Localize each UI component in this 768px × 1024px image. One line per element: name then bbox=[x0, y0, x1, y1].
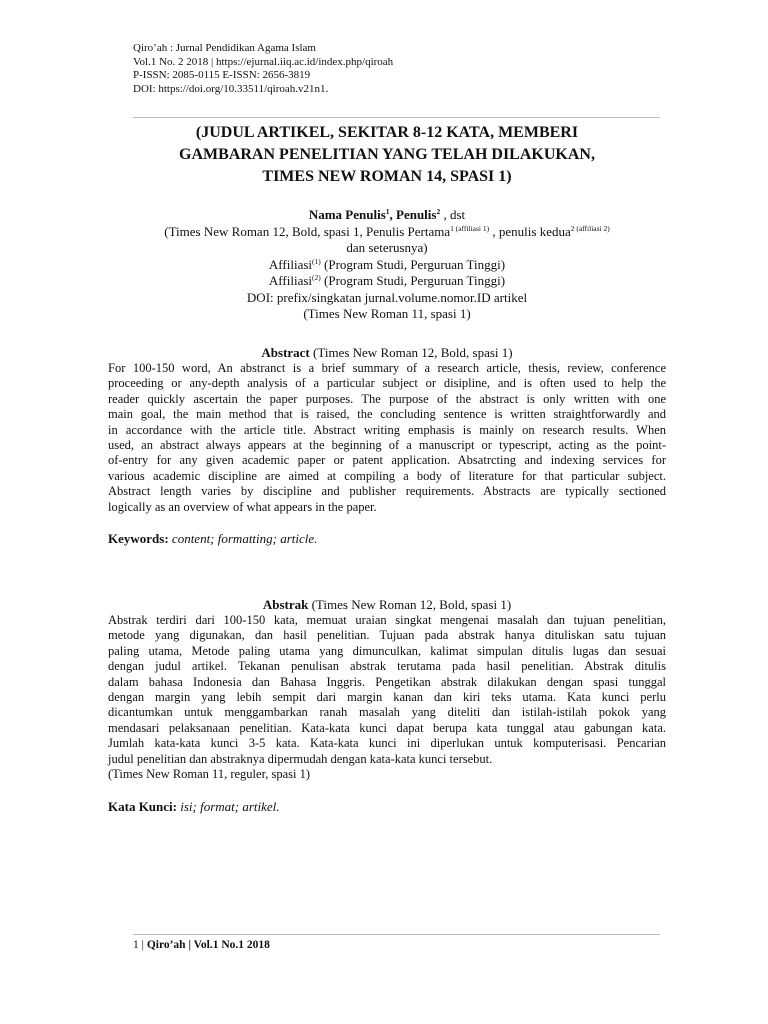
abstract-line: used, an abstract always appears at the beginning of a manuscript or typescript, acting as the point- bbox=[108, 438, 666, 453]
abstrak-line: dicantumkan untuk menggambarkan ranah masalah yang diteliti dan istilah-istilah pokok yang bbox=[108, 705, 666, 720]
kata-kunci-label: Kata Kunci: bbox=[108, 799, 177, 814]
format-note-text: , penulis kedua bbox=[489, 223, 571, 239]
abstract-body bbox=[108, 361, 666, 515]
abstract-line: main goal, the main method that is raised, the concluding sentence is written straightforwardly and bbox=[108, 407, 666, 422]
abstract-heading-bold: Abstract bbox=[261, 345, 310, 360]
author-format-continuation: dan seterusnya) bbox=[346, 240, 428, 255]
author-format-note bbox=[108, 224, 666, 241]
title-line: TIMES NEW ROMAN 14, SPASI 1) bbox=[262, 168, 512, 185]
abstrak-line: dalam bahasa Indonesia dan Bahasa Inggris. Pengetikan abstrak dilakukan dengan spasi tunggal bbox=[108, 674, 666, 689]
affiliation-label: Affiliasi bbox=[268, 256, 313, 272]
journal-volume-url: Vol.1 No. 2 2018 | https://ejurnal.iiq.ac.id/index.php/qiroah bbox=[133, 55, 394, 68]
abstract-heading bbox=[108, 345, 666, 361]
title-line: GAMBARAN PENELITIAN YANG TELAH DILAKUKAN, bbox=[179, 146, 595, 163]
kata-kunci-value: isi; format; artikel. bbox=[176, 799, 280, 814]
affiliation-1 bbox=[108, 257, 666, 274]
abstrak-line: dengan margin yang lebih sempit dari margin kanan dan kiri teks utama. Kata kunci perlu bbox=[108, 690, 666, 705]
article-title bbox=[108, 122, 666, 188]
keywords bbox=[108, 531, 666, 547]
abstrak-line: judul penelitian dan abstraknya dipermudah dengan kata-kata kunci tersebut. bbox=[108, 751, 493, 766]
author-name-1: Nama Penulis bbox=[308, 207, 386, 222]
abstrak-line: Jumlah kata-kata kunci 3-5 kata. Kata-kata kunci ini diperlukan untuk komputerisasi. Pencarian bbox=[108, 736, 666, 751]
abstrak-line: mendasari pelaksanaan penelitian. Kata-kata kunci dapat berupa kata tunggal atau gabungan kata. bbox=[108, 720, 666, 735]
abstrak-heading bbox=[108, 597, 666, 613]
author-sup-1: 1 bbox=[385, 207, 390, 216]
abstrak-format-note: (Times New Roman 11, reguler, spasi 1) bbox=[108, 767, 311, 782]
affiliation-sup: (1) bbox=[312, 256, 321, 266]
title-line: (JUDUL ARTIKEL, SEKITAR 8-12 KATA, MEMBERI bbox=[195, 124, 579, 141]
affiliation-sup: (2) bbox=[312, 273, 321, 282]
abstract-line: in accordance with the article title. Abstract writing emphasis is mainly on research results. When bbox=[108, 422, 666, 437]
abstract-line: reader quickly ascertain the paper purposes. The purpose of the abstract is only written with one bbox=[108, 391, 666, 406]
format-note-sup-1: 1 (affiliasi 1) bbox=[450, 223, 490, 233]
format-note-sup-2: 2 (affiliasi 2) bbox=[570, 223, 610, 233]
keywords-label: Keywords: bbox=[108, 531, 169, 546]
affiliation-text: (Program Studi, Perguruan Tinggi) bbox=[320, 273, 506, 288]
page-footer bbox=[133, 938, 270, 952]
abstrak-line: metode yang digunakan, dan hasil penelitian. Tujuan pada abstrak hanya dituliskan satu tujuan bbox=[108, 628, 666, 643]
abstrak-body bbox=[108, 613, 666, 782]
author-sup-2: 2 bbox=[436, 207, 441, 216]
keywords-value: content; formatting; article. bbox=[168, 531, 318, 546]
format-note-text: (Times New Roman 12, Bold, spasi 1, Penulis Pertama bbox=[164, 223, 451, 239]
abstract-heading-note: (Times New Roman 12, Bold, spasi 1) bbox=[309, 345, 513, 360]
affiliation-text: (Program Studi, Perguruan Tinggi) bbox=[320, 256, 506, 272]
abstract-line: proceeding or any-depth analysis of a particular subject or disipline, and is often used to help the bbox=[108, 376, 666, 391]
journal-header bbox=[133, 42, 663, 96]
abstract-line: logically as an overview of what appears in the paper. bbox=[108, 499, 377, 514]
footer-separator: | bbox=[138, 939, 147, 951]
abstract-line: Abstract length varies by discipline and publisher requirements. Abstracts are typically sectioned bbox=[108, 484, 666, 499]
doi-format-note: (Times New Roman 11, spasi 1) bbox=[303, 306, 471, 321]
header-divider bbox=[133, 117, 660, 118]
journal-issn: P-ISSN: 2085-0115 E-ISSN: 2656-3819 bbox=[133, 69, 311, 81]
journal-doi: DOI: https://doi.org/10.33511/qiroah.v21n1. bbox=[133, 82, 329, 95]
abstract-line: of-entry for any given academic paper or patent application. Absatrcting and indexing services for bbox=[108, 453, 666, 468]
abstrak-line: paling utama, Metode paling utama yang dimunculkan, kalimat simpulan ditulis lugas dan sesuai bbox=[108, 643, 666, 658]
abstrak-line: Abstrak terdiri dari 100-150 kata, memuat uraian singkat mengenai masalah dan tujuan penelitian, bbox=[108, 613, 666, 627]
page-number: 1 bbox=[133, 939, 139, 951]
abstrak-heading-note: (Times New Roman 12, Bold, spasi 1) bbox=[308, 597, 512, 612]
affiliation-label: Affiliasi bbox=[268, 273, 313, 288]
affiliation-2 bbox=[108, 273, 666, 290]
journal-name: Qiro’ah : Jurnal Pendidikan Agama Islam bbox=[133, 42, 316, 54]
article-doi: DOI: prefix/singkatan jurnal.volume.nomor.ID artikel bbox=[246, 289, 528, 305]
kata-kunci bbox=[108, 799, 666, 815]
abstrak-heading-bold: Abstrak bbox=[262, 597, 309, 612]
author-name-2: , Penulis bbox=[389, 207, 437, 222]
author-names bbox=[108, 207, 666, 224]
footer-journal: Qiro’ah | Vol.1 No.1 2018 bbox=[146, 939, 270, 951]
abstract-line: various academic discipline are aimed at compiling a body of literature for that particular subject. bbox=[108, 468, 666, 483]
footer-divider bbox=[133, 934, 660, 935]
author-block bbox=[108, 207, 666, 323]
abstract-line: For 100-150 word, An abstranct is a brief summary of a research article, thesis, review, conference bbox=[108, 361, 666, 375]
author-etc: , dst bbox=[440, 207, 466, 222]
abstrak-line: dengan judul artikel. Tekanan penulisan abstrak terutama pada hasil penelitian. Abstrak ditulis bbox=[108, 659, 666, 674]
